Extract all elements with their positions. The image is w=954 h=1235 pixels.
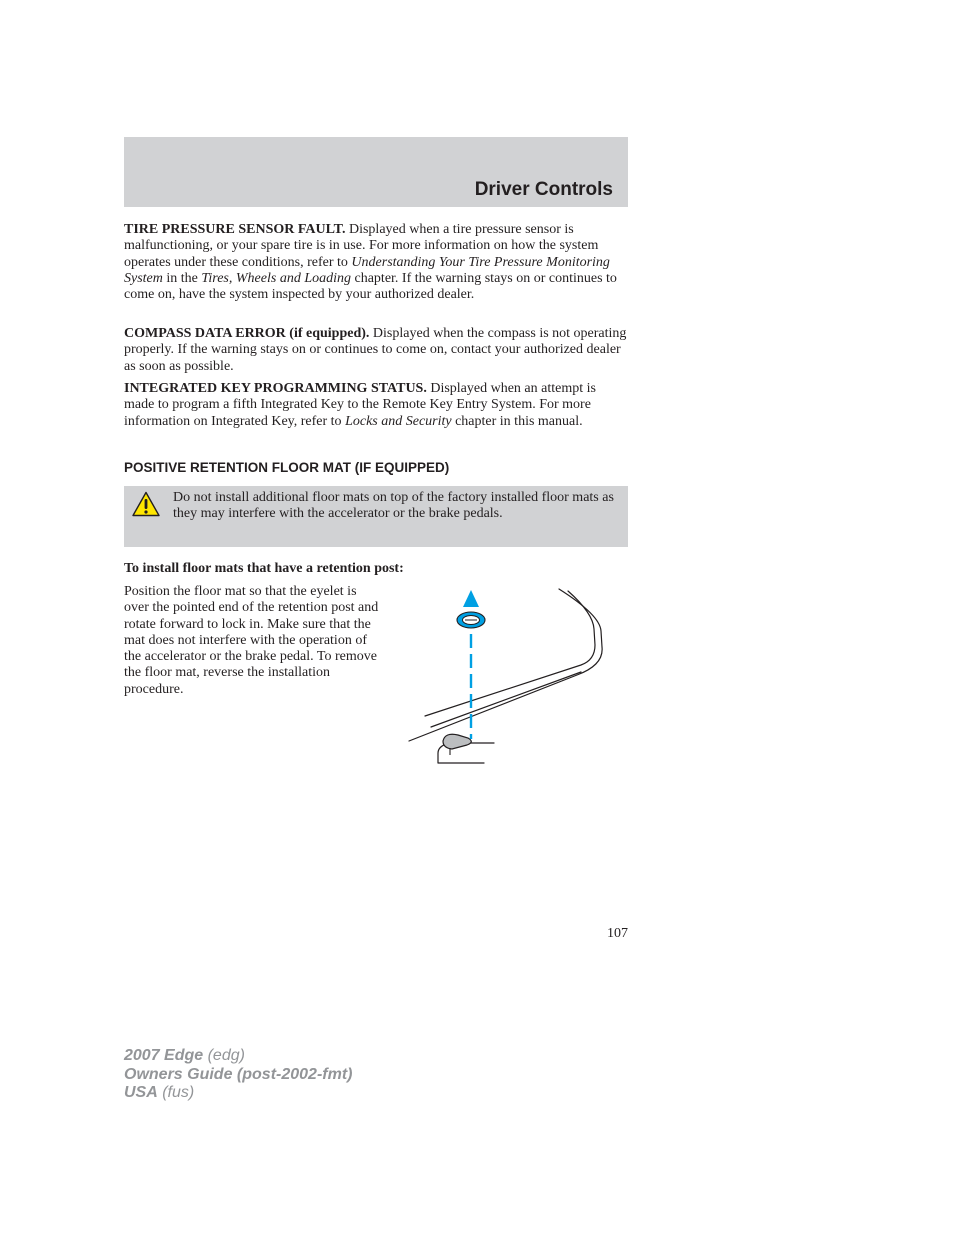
floor-mat-retention-illustration bbox=[405, 585, 615, 770]
footer-market-code: (fus) bbox=[157, 1084, 195, 1101]
tire-pressure-reference: Understanding Your Tire Pressure Monitoring System bbox=[124, 254, 610, 286]
footer-line-3 bbox=[124, 1084, 352, 1103]
compass-paragraph bbox=[124, 326, 628, 375]
warning-box bbox=[124, 486, 628, 547]
footer bbox=[124, 1047, 352, 1103]
mat-edge-inner bbox=[425, 591, 595, 716]
compass-text: Displayed when the compass is not operating properly. If the warning stays on or continues to come on, contact your authorized dealer as soon as possible. bbox=[124, 326, 627, 374]
install-instructions: Position the floor mat so that the eyelet is over the pointed end of the retention post and rotate forward to lock in. Make sure that the mat does not interfere with the operation of the accelerator or the brake pedal. To remove the floor mat, reverse the installation procedure. bbox=[124, 584, 379, 697]
install-subheading: To install floor mats that have a retention post: bbox=[124, 561, 404, 576]
footer-line-1 bbox=[124, 1047, 352, 1066]
key-programming-label: INTEGRATED KEY PROGRAMMING STATUS. bbox=[124, 381, 427, 396]
footer-guide: Owners Guide (post-2002-fmt) bbox=[124, 1065, 353, 1083]
footer-line-2 bbox=[124, 1066, 352, 1085]
key-programming-paragraph bbox=[124, 381, 628, 430]
footer-market: USA bbox=[124, 1084, 158, 1101]
tire-pressure-paragraph bbox=[124, 222, 628, 303]
header-band bbox=[124, 137, 628, 207]
tire-pressure-label: TIRE PRESSURE SENSOR FAULT. bbox=[124, 222, 346, 237]
page-number: 107 bbox=[607, 926, 628, 941]
chapter-title: Driver Controls bbox=[474, 179, 613, 200]
tire-pressure-text: Displayed when a tire pressure sensor is malfunctioning, or your spare tire is in use. For more information on how the system operates under these conditions, refer to bbox=[124, 222, 599, 270]
section-heading: POSITIVE RETENTION FLOOR MAT (IF EQUIPPED) bbox=[124, 460, 450, 475]
warning-text-block bbox=[130, 490, 622, 523]
key-programming-text: Displayed when an attempt is made to program a fifth Integrated Key to the Remote Key Entry System. For more information on Integrated Key, refer to bbox=[124, 381, 596, 429]
warning-text: Do not install additional floor mats on top of the factory installed floor mats as they may interfere with the accelerator or the brake pedals. bbox=[173, 490, 614, 522]
locks-chapter-reference: Locks and Security bbox=[345, 413, 452, 429]
tire-pressure-text-3: chapter. If the warning stays on or continues to come on, have the system inspected by your authorized dealer. bbox=[124, 270, 617, 303]
mat-edge-mid bbox=[431, 672, 581, 727]
compass-label: COMPASS DATA ERROR (if equipped). bbox=[124, 326, 370, 341]
mat-edge-outer bbox=[409, 589, 602, 741]
footer-model-code: (edg) bbox=[203, 1047, 245, 1064]
retention-post-icon bbox=[443, 734, 471, 755]
tires-chapter-reference: Tires, Wheels and Loading bbox=[201, 270, 351, 286]
up-arrow-icon bbox=[463, 590, 479, 607]
footer-model: 2007 Edge bbox=[124, 1047, 204, 1064]
key-programming-text-2: chapter in this manual. bbox=[451, 413, 583, 429]
eyelet-icon bbox=[457, 612, 485, 628]
tire-pressure-text-2: in the bbox=[162, 270, 202, 286]
